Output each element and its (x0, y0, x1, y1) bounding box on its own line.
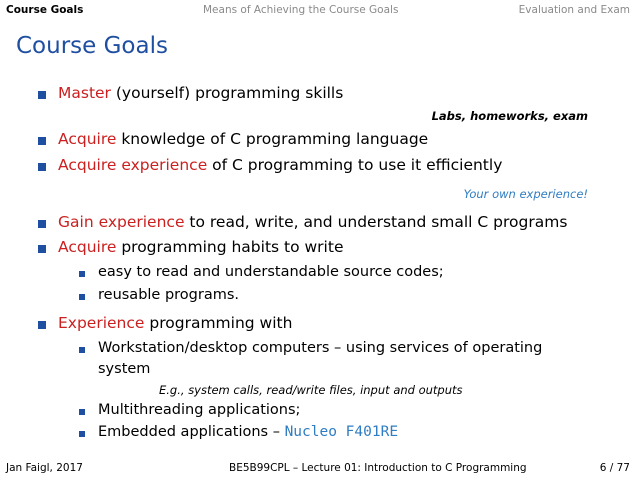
bullet-icon (38, 245, 46, 253)
sub-bullet-icon (79, 294, 85, 300)
sub-bullet-icon (79, 409, 85, 415)
nav-course-goals[interactable]: Course Goals (6, 4, 84, 16)
nav-means-of-achieving[interactable]: Means of Achieving the Course Goals (203, 4, 399, 16)
footer-page-number: 6 / 77 (599, 462, 630, 474)
sub-bullet-icon (79, 347, 85, 353)
footer-lecture: BE5B99CPL – Lecture 01: Introduction to C Programming (229, 462, 527, 474)
goal-acquire-habits: Acquire programming habits to write (58, 238, 344, 256)
sub-workstation: Workstation/desktop computers – using services of operating (98, 340, 543, 356)
sub-workstation-cont: system (98, 361, 151, 377)
note-labs: Labs, homeworks, exam (431, 109, 588, 123)
sub-bullet-icon (79, 271, 85, 277)
goal-acquire-knowledge: Acquire knowledge of C programming language (58, 130, 429, 148)
footer-author: Jan Faigl, 2017 (6, 462, 83, 474)
bullet-icon (38, 137, 46, 145)
goal-acquire-experience: Acquire experience of C programming to use it efficiently (58, 156, 503, 174)
bullet-icon (38, 321, 46, 329)
goal-gain-experience: Gain experience to read, write, and understand small C programs (58, 213, 568, 231)
sub-multithreading: Multithreading applications; (98, 402, 301, 418)
navigation-bar (0, 0, 638, 20)
bullet-icon (38, 220, 46, 228)
slide-title: Course Goals (16, 33, 168, 59)
footer-bar (0, 460, 638, 478)
goal-experience-programming: Experience programming with (58, 314, 293, 332)
goal-master: Master (yourself) programming skills (58, 84, 344, 102)
sub-embedded: Embedded applications – Nucleo F401RE (98, 424, 399, 440)
sub-readable-code: easy to read and understandable source codes; (98, 264, 444, 280)
sub-bullet-icon (79, 431, 85, 437)
note-own-experience: Your own experience! (463, 187, 588, 201)
nav-evaluation-and-exam[interactable]: Evaluation and Exam (518, 4, 630, 16)
nucleo-board-name: Nucleo F401RE (284, 424, 399, 440)
note-system-calls: E.g., system calls, read/write files, input and outputs (159, 383, 463, 397)
sub-reusable-programs: reusable programs. (98, 287, 240, 303)
bullet-icon (38, 163, 46, 171)
bullet-icon (38, 91, 46, 99)
